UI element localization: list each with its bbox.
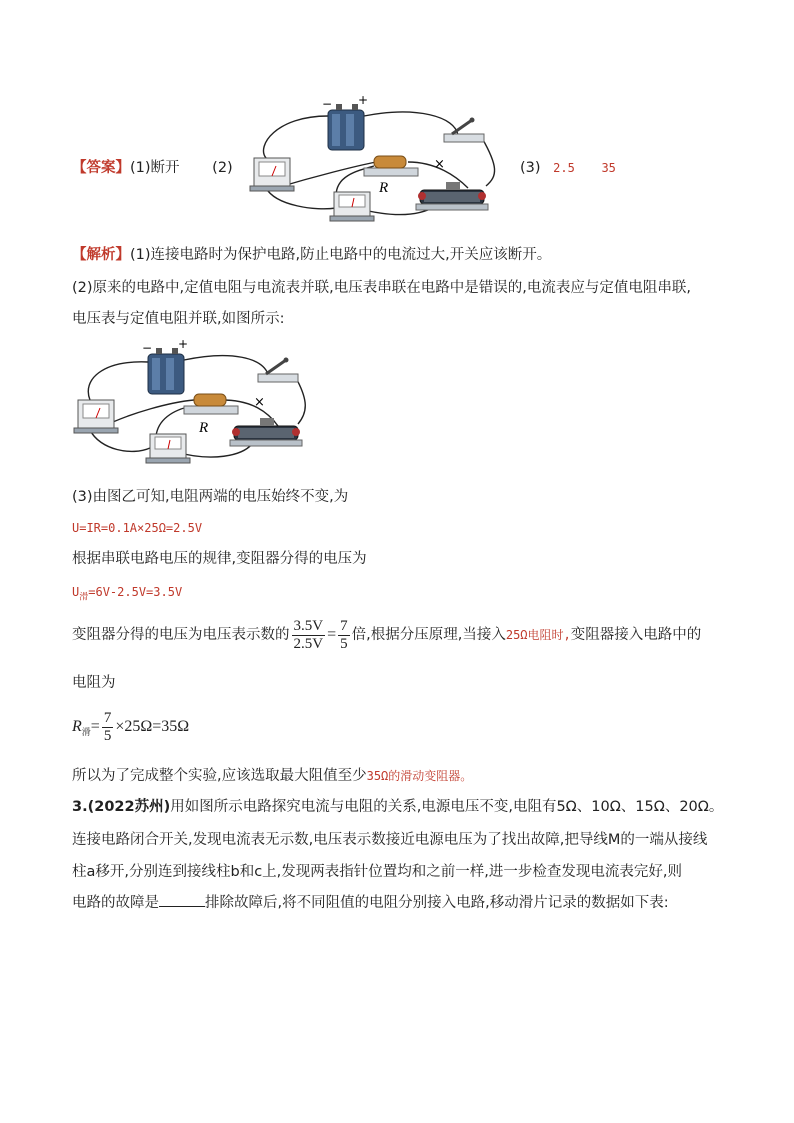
fault-mark: ×: [434, 157, 445, 172]
wire: [482, 138, 495, 186]
answer-tag: 【答案】: [72, 160, 130, 176]
conclusion-text: 所以为了完成整个实验,应该选取最大阻值至少: [72, 768, 367, 784]
ratio-den-1: 2.5V: [293, 635, 324, 652]
wire: [264, 116, 328, 158]
battery-minus-label: −: [322, 97, 333, 111]
battery-plus-label: +: [358, 96, 369, 107]
formula-2-prefix: U: [72, 585, 80, 599]
ratio-num-2: 7: [340, 617, 348, 634]
ratio-den-2: 5: [340, 635, 348, 652]
resistor-label: R: [199, 420, 209, 436]
question-number: 3.: [72, 799, 88, 815]
voltmeter-icon: [74, 400, 118, 433]
formula-2: [72, 582, 182, 607]
answer-part1: (1)断开: [130, 160, 180, 176]
question-3-text-1: 用如图所示电路探究电流与电阻的关系,电源电压不变,电阻有5Ω、10Ω、15Ω、20Ω。: [170, 799, 724, 815]
answer-value2: 35: [601, 161, 616, 175]
analysis-p2-line1: (2)原来的电路中,定值电阻与电流表并联,电压表串联在电路中是错误的,电流表应与定值电阻串联,: [72, 280, 691, 296]
conclusion-red: 35Ω的滑动变阻器。: [366, 769, 473, 783]
ammeter-icon: [330, 192, 374, 221]
voltmeter-icon: [250, 158, 294, 191]
question-3-line-4: [72, 892, 669, 913]
question-source: (2022苏州): [87, 799, 171, 815]
circuit-diagram-answer: [236, 96, 496, 226]
ammeter-icon: [146, 434, 190, 463]
wire: [88, 362, 148, 400]
ratio-prefix: 变阻器分得的电压为电压表示数的: [72, 627, 290, 643]
formula-2-rest: =6V-2.5V=3.5V: [88, 585, 183, 599]
answer-part3: [520, 158, 616, 178]
resistance-word: 电阻为: [72, 675, 116, 691]
switch-icon: [444, 118, 484, 143]
ratio-suffix: 倍,根据分压原理,当接入: [351, 627, 506, 643]
answer-part3-label: (3): [520, 160, 541, 176]
formula-3-sub: 滑: [81, 727, 91, 738]
wire: [364, 112, 458, 136]
battery-plus-label: +: [178, 340, 189, 351]
question-3-line-4-prefix: 电路的故障是: [72, 895, 159, 911]
ratio-fraction-1: [292, 618, 326, 653]
ratio-fraction-2: [338, 618, 350, 653]
formula-1: U=IR=0.1A×25Ω=2.5V: [72, 521, 203, 535]
ratio-line: [72, 616, 701, 654]
question-3-line-3: 柱a移开,分别连到接线柱b和c上,发现两表指针位置均和之前一样,进一步检查发现电流表完好,则: [72, 864, 682, 880]
question-3-line-4-suffix: 排除故障后,将不同阻值的电阻分别接入电路,移动滑片记录的数据如下表:: [205, 895, 669, 911]
answer-value1: 2.5: [553, 161, 575, 175]
analysis-p3-intro: (3)由图乙可知,电阻两端的电压始终不变,为: [72, 489, 349, 505]
analysis-p2-line2: 电压表与定值电阻并联,如图所示:: [72, 311, 285, 327]
conclusion-line: [72, 766, 472, 786]
formula-3: [72, 708, 189, 752]
answer-blank[interactable]: [159, 892, 205, 907]
battery-minus-label: −: [142, 341, 153, 355]
rheostat-icon: [416, 182, 488, 210]
fault-mark: ×: [254, 395, 265, 410]
question-3-line-2: 连接电路闭合开关,发现电流表无示数,电压表示数接近电源电压为了找出故障,把导线M的一端从接线: [72, 832, 708, 848]
answer-line: [72, 158, 233, 178]
answer-part2-label: (2): [212, 160, 233, 176]
ratio-num-1: 3.5V: [293, 617, 324, 634]
formula-3-num: 7: [103, 709, 112, 726]
analysis-p1: [72, 245, 551, 265]
rheostat-icon: [230, 418, 302, 446]
ratio-suffix-end: 变阻器接入电路中的: [570, 627, 702, 643]
formula-3-rest: ×25Ω=35Ω: [115, 718, 190, 735]
analysis-tag: 【解析】: [72, 247, 130, 263]
wire: [184, 356, 268, 374]
resistor-label: R: [379, 180, 389, 196]
formula-2-sub: 滑: [79, 592, 89, 603]
ratio-equals: =: [327, 626, 337, 643]
formula-3-den: 5: [103, 727, 112, 744]
switch-icon: [258, 358, 298, 383]
formula-3-prefix: R: [72, 718, 82, 735]
battery-icon: [328, 104, 364, 150]
wire: [276, 162, 376, 188]
question-3-line-1: [72, 797, 723, 817]
formula-3-fraction: [102, 710, 114, 745]
resistor-icon: [184, 394, 238, 414]
circuit-diagram-corrected: [72, 340, 312, 470]
analysis-p3-rule: 根据串联电路电压的规律,变阻器分得的电压为: [72, 551, 367, 567]
formula-3-eq: =: [90, 718, 100, 735]
ratio-suffix-red: 25Ω电阻时,: [505, 628, 571, 642]
battery-icon: [148, 348, 184, 394]
wire: [296, 378, 305, 424]
analysis-p1-text: (1)连接电路时为保护电路,防止电路中的电流过大,开关应该断开。: [130, 247, 552, 263]
